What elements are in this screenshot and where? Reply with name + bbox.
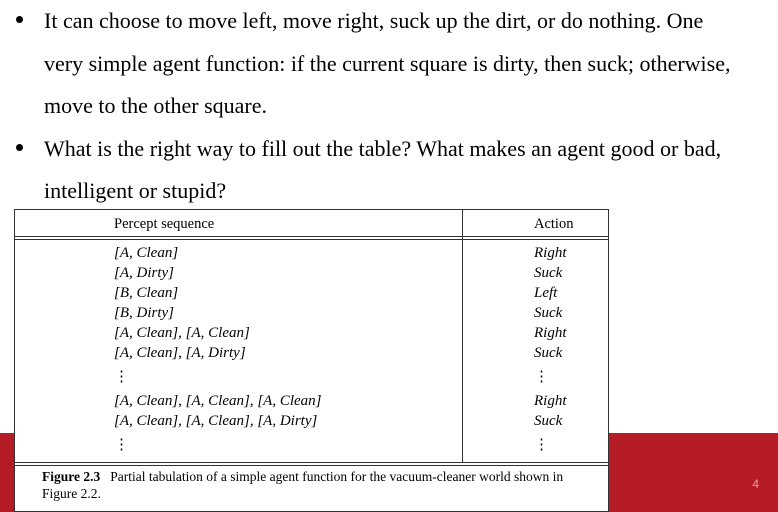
action-cell: Right xyxy=(534,245,567,261)
action-cell: Left xyxy=(534,285,558,301)
figure-caption xyxy=(42,468,597,502)
percept-cell: [B, Clean] xyxy=(114,285,179,301)
header-rule-double xyxy=(15,239,608,240)
bullet-1-line-3: move to the other square. xyxy=(44,93,267,118)
column-divider xyxy=(462,210,463,462)
caption-text: Partial tabulation of a simple agent function for the vacuum-cleaner world shown in Figure 2.2. xyxy=(42,469,564,501)
action-cell: Suck xyxy=(534,265,563,281)
percept-ellipsis: ⋮ xyxy=(114,437,129,453)
bullet-dot-icon xyxy=(16,16,23,23)
bullet-dot-icon xyxy=(16,144,23,151)
action-column xyxy=(534,243,567,459)
action-cell: Suck xyxy=(534,413,563,429)
header-action: Action xyxy=(534,216,574,232)
bullet-1-line-1: It can choose to move left, move right, suck up the dirt, or do nothing. One xyxy=(44,8,704,33)
percept-cell: [A, Clean], [A, Dirty] xyxy=(114,345,246,361)
percept-cell: [A, Clean], [A, Clean], [A, Dirty] xyxy=(114,413,318,429)
bullet-1-line-2: very simple agent function: if the current square is dirty, then suck; otherwise, xyxy=(44,50,731,76)
bullet-item-2 xyxy=(14,128,778,213)
action-cell: Right xyxy=(534,325,567,341)
action-cell: Right xyxy=(534,393,567,409)
caption-rule-double xyxy=(15,465,608,466)
caption-label: Figure 2.3 xyxy=(42,469,101,484)
header-rule xyxy=(15,236,608,237)
percept-cell: [A, Dirty] xyxy=(114,265,174,281)
percept-ellipsis: ⋮ xyxy=(114,369,129,385)
percept-cell: [A, Clean], [A, Clean], [A, Clean] xyxy=(114,393,322,409)
caption-rule xyxy=(15,462,608,463)
action-cell: Suck xyxy=(534,345,563,361)
percept-cell: [A, Clean] xyxy=(114,245,179,261)
page-number: 4 xyxy=(752,477,759,491)
bullet-list xyxy=(14,0,778,213)
percept-cell: [B, Dirty] xyxy=(114,305,174,321)
action-ellipsis: ⋮ xyxy=(534,369,549,385)
header-percept-sequence: Percept sequence xyxy=(114,216,215,232)
bullet-2-line-2: intelligent or stupid? xyxy=(44,178,227,203)
figure-table xyxy=(14,209,609,512)
action-ellipsis: ⋮ xyxy=(534,437,549,453)
percept-column xyxy=(114,243,322,459)
action-cell: Suck xyxy=(534,305,563,321)
bullet-item-1 xyxy=(14,0,778,128)
percept-cell: [A, Clean], [A, Clean] xyxy=(114,325,250,341)
bullet-2-line-1: What is the right way to fill out the table? What makes an agent good or bad, xyxy=(44,135,722,161)
